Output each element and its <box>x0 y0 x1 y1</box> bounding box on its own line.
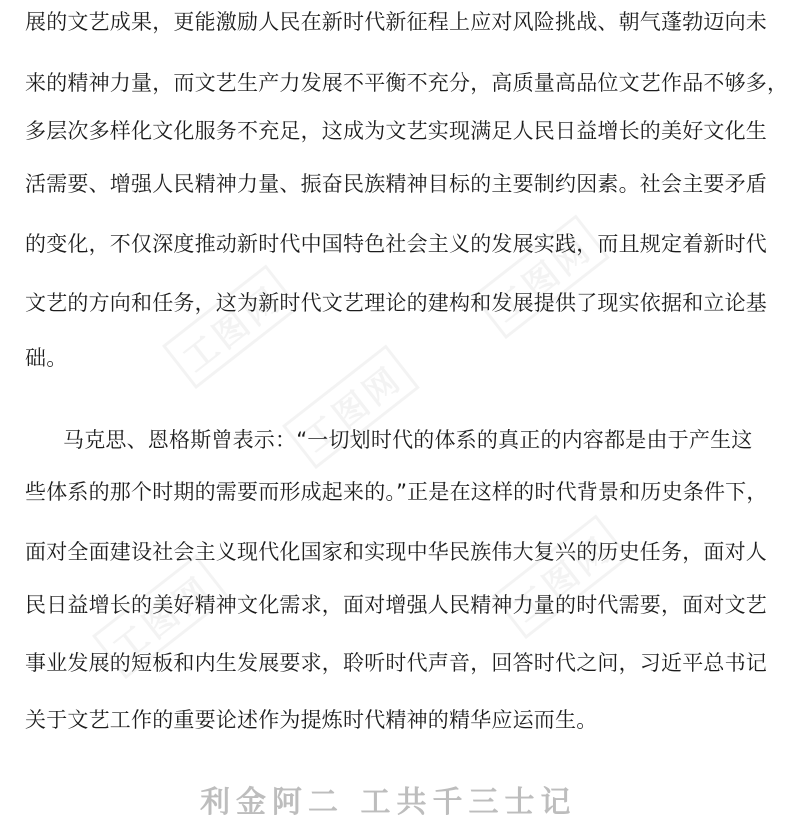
paragraph-2-line-3: 面对全面建设社会主义现代化国家和实现中华民族伟大复兴的历史任务，面对人 <box>25 540 767 564</box>
watermark-text: 工图网 <box>472 214 610 339</box>
paragraph-2-line-5: 事业发展的短板和内生发展要求，聆听时代声音，回答时代之问，习近平总书记 <box>25 651 767 675</box>
watermark-text: 工图网 <box>282 344 420 469</box>
paragraph-1-line-4: 活需要、增强人民精神力量、振奋民族精神目标的主要制约因素。社会主要矛盾 <box>25 172 767 196</box>
paragraph-1-line-3: 多层次多样化文化服务不充足，这成为文艺实现满足人民日益增长的美好文化生 <box>25 119 767 143</box>
next-heading-cutoff: 利金阿二 工共千三士记 <box>200 785 577 820</box>
paragraph-1-line-2: 来的精神力量，而文艺生产力发展不平衡不充分，高质量高品位文艺作品不够多， <box>25 71 789 95</box>
paragraph-2-line-4: 民日益增长的美好精神文化需求，面对增强人民精神力量的时代需要，面对文艺 <box>25 593 767 617</box>
paragraph-1-line-5: 的变化，不仅深度推动新时代中国特色社会主义的发展实践，而且规定着新时代 <box>25 232 767 256</box>
watermark-text: 工图网 <box>492 514 630 639</box>
paragraph-2-line-6: 关于文艺工作的重要论述作为提炼时代精神的精华应运而生。 <box>25 708 598 732</box>
watermark-text: 工图网 <box>162 264 300 389</box>
watermark-text: 工图网 <box>92 554 230 679</box>
paragraph-1-line-7: 础。 <box>25 346 68 370</box>
paragraph-1-line-6: 文艺的方向和任务，这为新时代文艺理论的建构和发展提供了现实依据和立论基 <box>25 291 767 315</box>
paragraph-2-line-2: 些体系的那个时期的需要而形成起来的。”正是在这样的时代背景和历史条件下， <box>25 480 768 504</box>
paragraph-1-line-1: 展的文艺成果，更能激励人民在新时代新征程上应对风险挑战、朝气蓬勃迈向未 <box>25 10 767 34</box>
paragraph-2-line-1: 马克思、恩格斯曾表示：“一切划时代的体系的真正的内容都是由于产生这 <box>63 428 753 452</box>
